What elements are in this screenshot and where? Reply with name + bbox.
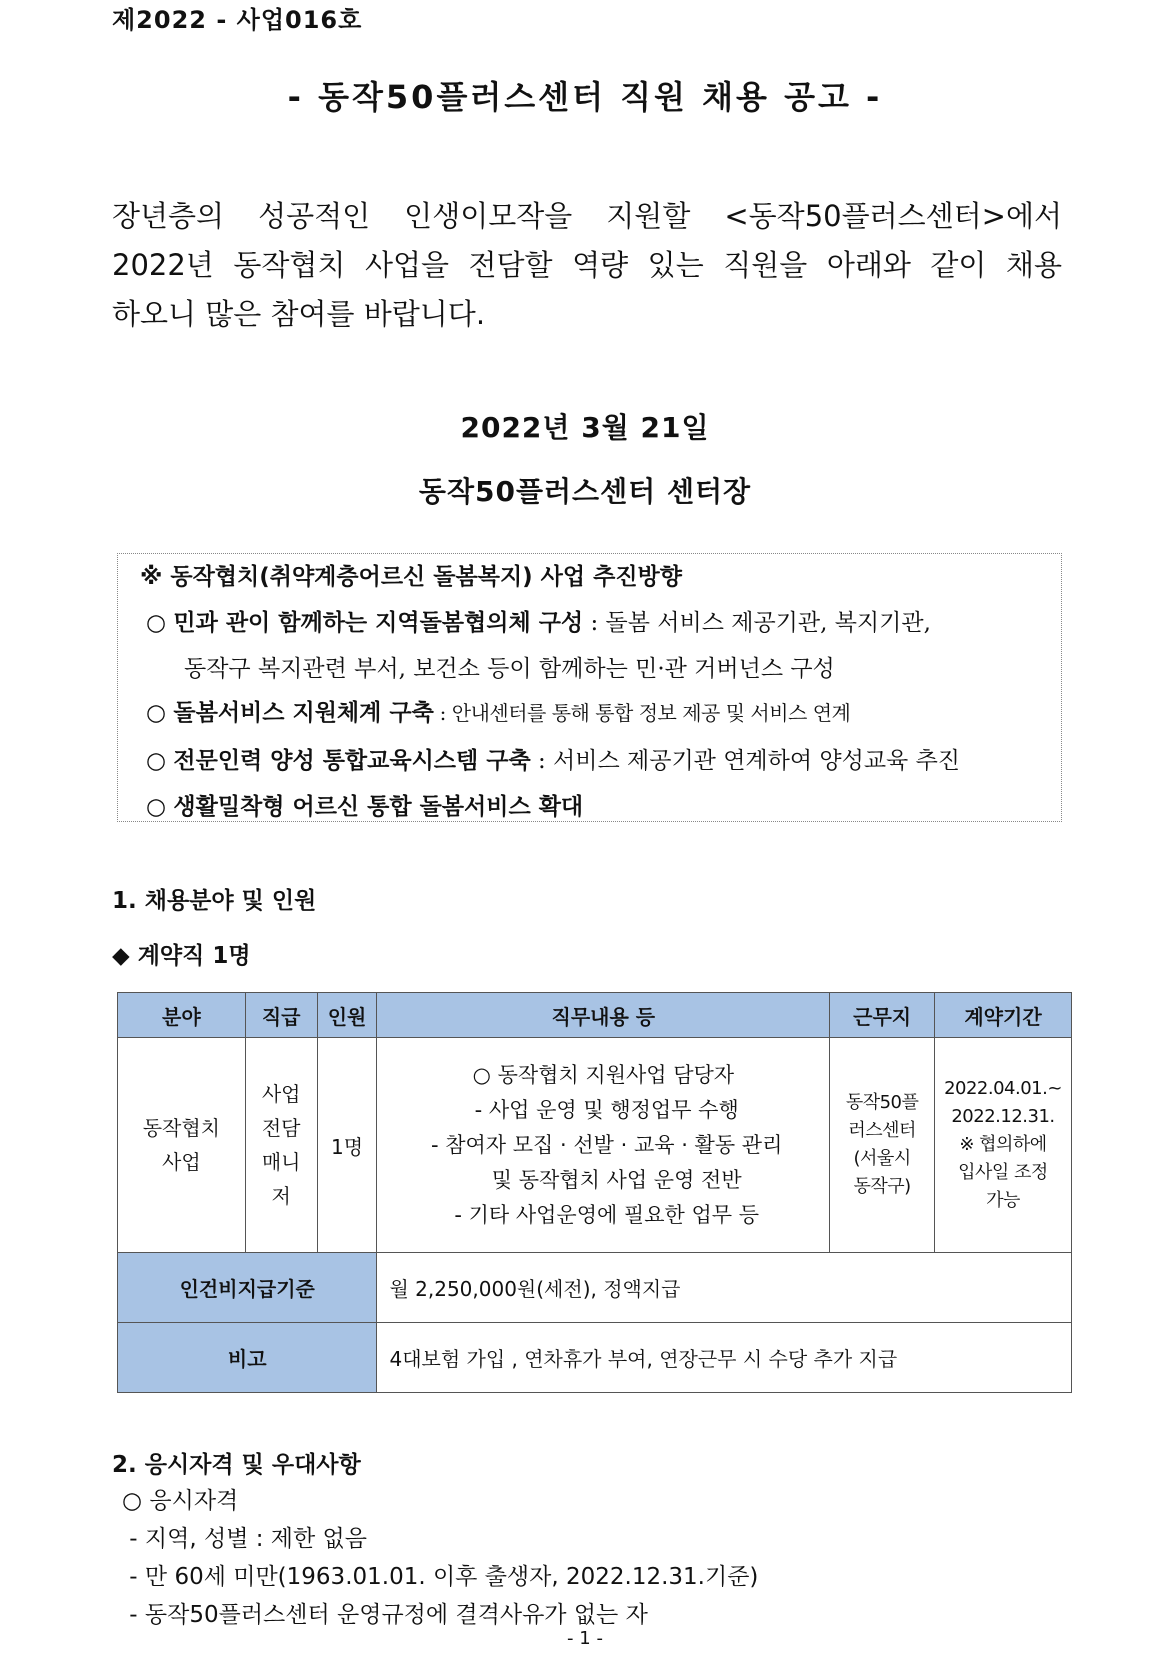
cell-location	[830, 1038, 935, 1253]
cell-text: 사업	[162, 1150, 201, 1174]
cell-text: 동작50플	[845, 1092, 919, 1113]
cell-rank	[245, 1038, 317, 1253]
cell-text: ※ 협의하에	[959, 1134, 1047, 1155]
cell-duties	[377, 1038, 830, 1253]
qualification-list	[112, 1482, 758, 1634]
cell-text: 러스센터	[848, 1120, 916, 1141]
intro-line: 하오니 많은 참여를 바랍니다.	[112, 297, 486, 331]
note-item	[146, 742, 960, 775]
table-row	[118, 1038, 1072, 1253]
issuer: 동작50플러스센터 센터장	[418, 475, 752, 508]
section-1-title: 1. 채용분야 및 인원	[112, 888, 317, 914]
table-row	[118, 1323, 1072, 1393]
cell-text: 동작협치	[142, 1116, 220, 1140]
pay-value: 월 2,250,000원(세전), 정액지급	[377, 1253, 1072, 1323]
page-number: - 1 -	[567, 1628, 603, 1649]
cell-period	[935, 1038, 1072, 1253]
cell-count: 1명	[317, 1038, 377, 1253]
note-item	[146, 788, 583, 821]
duty-line: ○ 동작협치 지원사업 담당자	[472, 1062, 735, 1087]
note-item-continuation: 동작구 복지관련 부서, 보건소 등이 함께하는 민·관 거버넌스 구성	[184, 656, 835, 682]
remark-value: 4대보험 가입 , 연차휴가 부여, 연장근무 시 수당 추가 지급	[377, 1323, 1072, 1393]
list-item: - 지역, 성별 : 제한 없음	[122, 1526, 367, 1552]
note-item-desc: : 안내센터를 통해 통합 정보 제공 및 서비스 연계	[433, 701, 851, 725]
header-rank: 직급	[245, 993, 317, 1038]
duty-line: - 기타 사업운영에 필요한 업무 등	[447, 1202, 760, 1227]
header-location: 근무지	[830, 993, 935, 1038]
note-item-title: 생활밀착형 어르신 통합 돌봄서비스 확대	[173, 794, 584, 820]
pay-label: 인건비지급기준	[118, 1253, 377, 1323]
list-item: - 만 60세 미만(1963.01.01. 이후 출생자, 2022.12.31.기준)	[122, 1564, 759, 1590]
intro-line: 2022년 동작협치 사업을 전담할 역량 있는 직원을 아래와 같이 채용	[112, 248, 1062, 282]
recruitment-table	[117, 992, 1072, 1393]
note-item-title: 돌봄서비스 지원체계 구축	[173, 700, 434, 726]
header-field: 분야	[118, 993, 246, 1038]
note-item-desc: : 돌봄 서비스 제공기관, 복지기관,	[583, 610, 931, 636]
note-item-title: 민과 관이 함께하는 지역돌봄협의체 구성	[173, 610, 584, 636]
circle-bullet-icon: ○	[146, 700, 167, 726]
document-number: 제2022 - 사업016호	[112, 6, 363, 34]
header-period: 계약기간	[935, 993, 1072, 1038]
cell-text: 전담	[261, 1116, 301, 1140]
page-title: - 동작50플러스센터 직원 채용 공고 -	[287, 78, 883, 116]
note-heading: ※ 동작협치(취약계층어르신 돌봄복지) 사업 추진방향	[140, 564, 682, 590]
cell-text: (서울시	[853, 1148, 911, 1169]
header-duties: 직무내용 등	[377, 993, 830, 1038]
cell-text: 사업	[261, 1082, 301, 1106]
qualification-subheading: ○ 응시자격	[122, 1488, 239, 1514]
cell-text: 입사일 조정	[958, 1162, 1048, 1183]
note-item	[146, 604, 931, 637]
cell-text: 가능	[986, 1190, 1020, 1211]
duty-line: - 참여자 모집 · 선발 · 교육 · 활동 관리	[424, 1132, 783, 1157]
intro-paragraph	[112, 192, 1062, 339]
section-2-title: 2. 응시자격 및 우대사항	[112, 1452, 361, 1478]
duty-line: - 사업 운영 및 행정업무 수행	[467, 1097, 739, 1122]
announcement-date: 2022년 3월 21일	[460, 411, 710, 444]
duty-line: 및 동작협치 사업 운영 전반	[465, 1167, 742, 1192]
cell-text: 매니	[261, 1150, 301, 1174]
cell-text: 동작구)	[853, 1176, 911, 1197]
table-row	[118, 1253, 1072, 1323]
project-direction-box	[117, 553, 1062, 822]
note-item-desc: : 서비스 제공기관 연계하여 양성교육 추진	[530, 748, 961, 774]
remark-label: 비고	[118, 1323, 377, 1393]
circle-bullet-icon: ○	[146, 794, 167, 820]
section-1-subtitle: ◆ 계약직 1명	[112, 943, 251, 969]
cell-text: 2022.04.01.~	[944, 1078, 1062, 1099]
circle-bullet-icon: ○	[146, 610, 167, 636]
cell-text: 2022.12.31.	[951, 1106, 1055, 1127]
note-item	[146, 694, 850, 727]
note-item-title: 전문인력 양성 통합교육시스템 구축	[173, 748, 531, 774]
table-header-row	[118, 993, 1072, 1038]
intro-line: 장년층의 성공적인 인생이모작을 지원할 <동작50플러스센터>에서	[112, 199, 1062, 233]
list-item: - 동작50플러스센터 운영규정에 결격사유가 없는 자	[122, 1602, 648, 1628]
header-count: 인원	[317, 993, 377, 1038]
cell-field	[118, 1038, 246, 1253]
circle-bullet-icon: ○	[146, 748, 167, 774]
cell-text: 저	[271, 1184, 291, 1208]
